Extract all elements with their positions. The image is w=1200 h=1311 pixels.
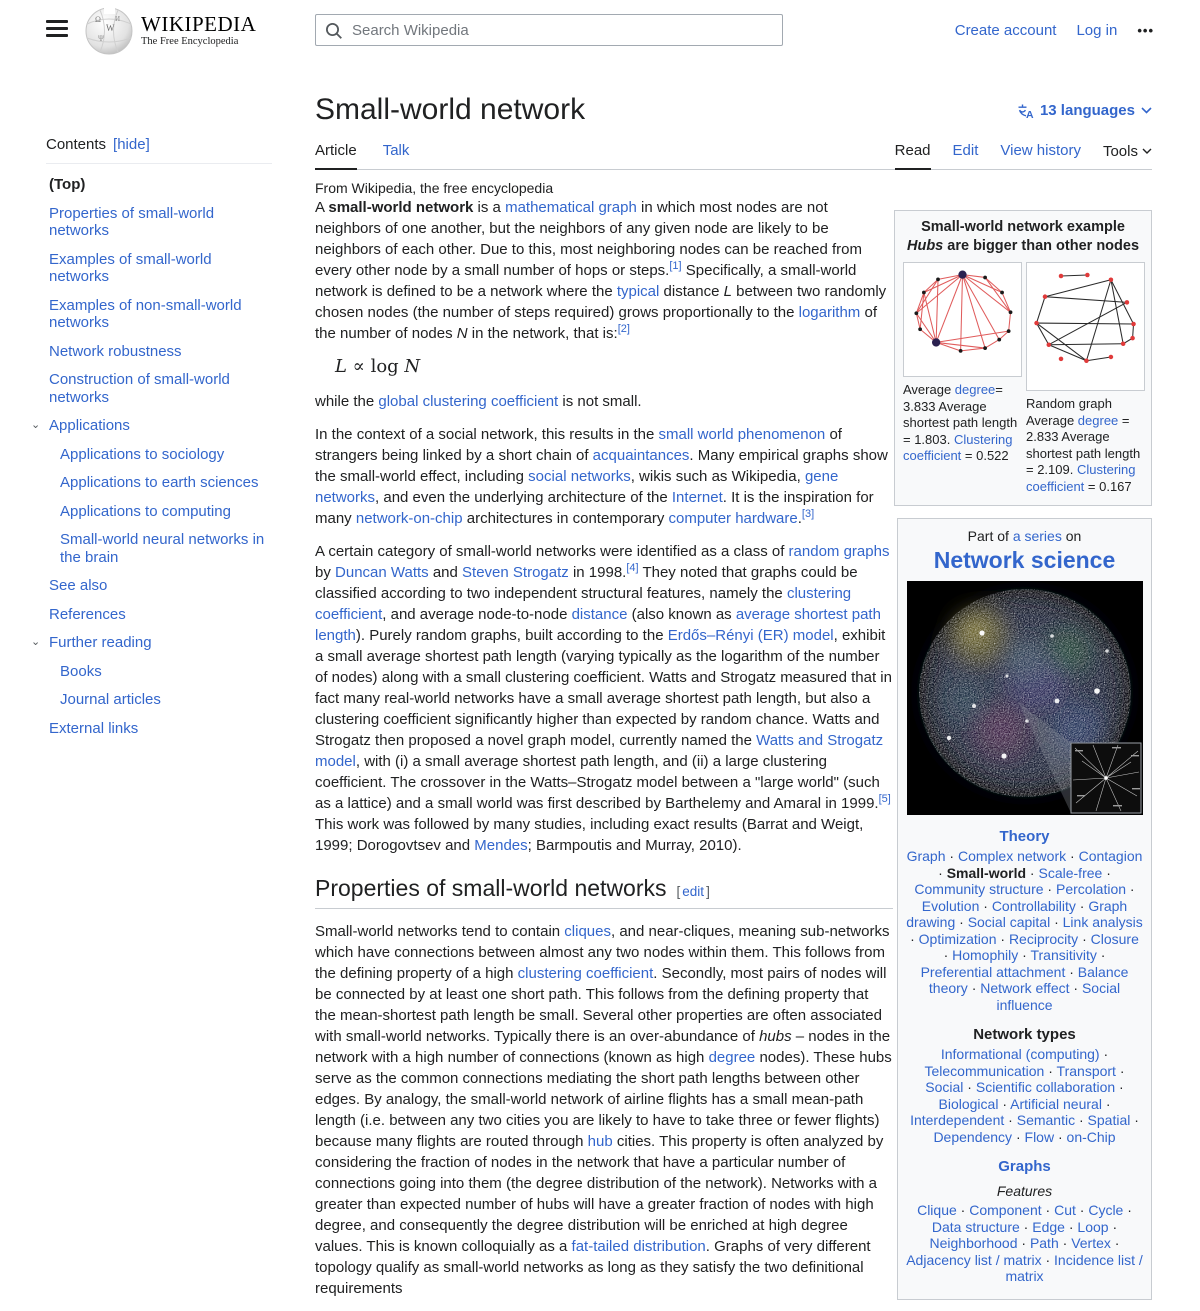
- wiki-link[interactable]: Clustering coefficient: [903, 431, 1013, 463]
- series-topic-link[interactable]: Vertex: [1071, 1235, 1111, 1251]
- wiki-link[interactable]: Watts and Strogatz model: [315, 732, 884, 770]
- wiki-link[interactable]: small world phenomenon: [658, 426, 826, 443]
- example-infobox: [894, 210, 1152, 506]
- network-science-sidebar: [897, 518, 1152, 1300]
- search-input[interactable]: [316, 15, 782, 45]
- wiki-link[interactable]: Steven Strogatz: [462, 564, 569, 581]
- wiki-link[interactable]: acquaintances: [592, 447, 690, 464]
- series-topic-link[interactable]: Controllability: [991, 897, 1076, 914]
- chevron-down-icon: [1142, 148, 1152, 154]
- language-icon: [1017, 103, 1034, 119]
- wiki-link[interactable]: Internet: [671, 489, 723, 506]
- series-link-list: Graph · Complex network · Contagion · Small-world · Scale-free · Community structure · Percolation · Evolution · Controllability · Graph drawing · Social capital · Link analysis · Optimization · Reciprocity · Closure · Homophily · Transitivity · Preferential attachment · Balance theory · Network effect · Social influence: [906, 848, 1143, 1013]
- paragraph: In the context of a social network, this results in the small world phenomenon of strangers being linked by a short chain of acquaintances. Many empirical graphs show the small-world effect, including social networks, wikis such as Wikipedia, gene networks, and even the underlying architecture of the Internet. It is the inspiration for many network-on-chip architectures in contemporary computer hardware.[3]: [315, 426, 888, 527]
- toc-item[interactable]: [46, 720, 272, 738]
- wiki-link[interactable]: cliques: [564, 923, 611, 940]
- languages-label: 13 languages: [1039, 102, 1135, 119]
- series-topic-link[interactable]: Percolation: [1056, 881, 1127, 897]
- wiki-link[interactable]: average shortest path length: [315, 606, 881, 644]
- user-links: [955, 22, 1154, 39]
- series-topic-link[interactable]: Clique: [917, 1202, 957, 1218]
- tab-view-history[interactable]: View history: [1000, 142, 1081, 159]
- paragraph: while the global clustering coefficient is not small.: [315, 393, 642, 410]
- toc-item[interactable]: [57, 503, 272, 521]
- tab-article[interactable]: Article: [315, 142, 357, 170]
- series-sections: [906, 828, 1143, 1285]
- create-account-link[interactable]: Create account: [954, 22, 1057, 39]
- toc-item[interactable]: [46, 606, 272, 624]
- wiki-link[interactable]: distance: [571, 606, 628, 623]
- tab-talk[interactable]: Talk: [382, 142, 410, 159]
- series-link[interactable]: a series: [1012, 528, 1062, 544]
- series-topic-link[interactable]: Social: [925, 1079, 964, 1095]
- toc-link[interactable]: Small-world neural networks in the brain: [60, 531, 265, 566]
- article-header: [315, 90, 1152, 196]
- svg-text:Ω: Ω: [95, 15, 101, 24]
- toc-link[interactable]: Applications: [49, 417, 130, 434]
- svg-text:W: W: [106, 23, 115, 33]
- series-topic-link[interactable]: Link analysis: [1062, 914, 1143, 930]
- series-topic-link[interactable]: Component: [969, 1202, 1042, 1218]
- wiki-link[interactable]: social networks: [528, 468, 631, 485]
- chevron-down-icon[interactable]: ⌄: [31, 419, 41, 431]
- page-title: Small-world network: [315, 93, 586, 126]
- toc-item[interactable]: [57, 446, 272, 464]
- series-topic-link[interactable]: Informational (computing): [940, 1046, 1100, 1062]
- series-topic-link[interactable]: Dependency: [933, 1128, 1013, 1145]
- tab-read[interactable]: Read: [895, 142, 931, 170]
- series-topic-link[interactable]: Interdependent: [910, 1112, 1005, 1128]
- series-topic-link[interactable]: Telecommunication: [924, 1062, 1045, 1079]
- series-link-list: Clique · Component · Cut · Cycle · Data structure · Edge · Loop · Neighborhood · Path · Vertex · Adjacency list / matrix · Incidence list / matrix: [906, 1202, 1143, 1284]
- series-topic-link[interactable]: Community structure: [914, 881, 1044, 897]
- toc-link[interactable]: Applications to computing: [60, 502, 231, 520]
- toc-item[interactable]: [46, 205, 272, 240]
- toc-item-top[interactable]: (Top): [49, 176, 86, 193]
- toc-item[interactable]: [46, 251, 272, 286]
- toc-link[interactable]: Examples of small-world networks: [49, 250, 212, 285]
- reference-link[interactable]: [5]: [878, 793, 891, 805]
- reference-link[interactable]: [3]: [801, 508, 815, 520]
- series-topic-link[interactable]: Biological: [938, 1095, 999, 1112]
- toc-item[interactable]: [46, 343, 272, 361]
- part-of-series: Part of a series on: [967, 528, 1082, 544]
- toc-item[interactable]: [46, 371, 272, 406]
- series-topic-link[interactable]: Evolution: [921, 897, 980, 914]
- series-topic-link[interactable]: Flow: [1024, 1128, 1055, 1145]
- toc-hide-link[interactable]: [hide]: [113, 136, 150, 153]
- series-subheading: Features: [996, 1183, 1053, 1199]
- map-inset: [1071, 743, 1141, 813]
- tools-label: Tools: [1102, 142, 1138, 160]
- series-topic-link[interactable]: Network effect: [980, 980, 1070, 996]
- toc-link[interactable]: See also: [49, 577, 108, 594]
- wiki-link[interactable]: random graphs: [788, 543, 890, 560]
- wiki-link[interactable]: Clustering coefficient: [1026, 462, 1136, 494]
- random-graph-image[interactable]: [1029, 265, 1142, 383]
- internet-map-image[interactable]: [907, 581, 1143, 815]
- formula: L ∝ log N: [335, 356, 421, 377]
- series-topic-link[interactable]: on-Chip: [1066, 1128, 1116, 1145]
- series-section-heading[interactable]: Theory: [999, 828, 1050, 845]
- tab-edit[interactable]: Edit: [952, 142, 979, 159]
- wiki-link[interactable]: degree: [708, 1049, 756, 1066]
- series-section-heading[interactable]: Graphs: [998, 1158, 1051, 1175]
- toc-link[interactable]: References: [49, 605, 126, 623]
- figure-caption: Random graph Average degree = 2.833 Average shortest path length = 2.109. Clustering coefficient = 0.167: [1026, 396, 1141, 494]
- hamburger-menu-icon[interactable]: [46, 20, 68, 40]
- wiki-link[interactable]: network-on-chip: [355, 510, 463, 527]
- series-topic-link[interactable]: Cut: [1054, 1202, 1076, 1218]
- wiki-link[interactable]: mathematical graph: [505, 199, 637, 216]
- series-current-page: Small-world: [946, 864, 1027, 881]
- figure-caption: Average degree= 3.833 Average shortest path length = 1.803. Clustering coefficient = 0.522: [903, 382, 1018, 463]
- site-header: [0, 0, 1200, 62]
- series-topic-link[interactable]: Data structure: [931, 1218, 1020, 1235]
- toc-link[interactable]: Journal articles: [60, 691, 161, 708]
- tab-bar: [315, 142, 1152, 170]
- languages-button[interactable]: [1017, 102, 1152, 119]
- wikipedia-logo[interactable]: [84, 5, 256, 55]
- edit-section: [ edit ]: [676, 884, 710, 899]
- series-topic-link[interactable]: Graph drawing: [906, 897, 1128, 930]
- series-title[interactable]: Network science: [933, 547, 1116, 573]
- search-box[interactable]: [315, 14, 783, 46]
- chevron-down-icon: [1141, 107, 1152, 114]
- wiki-link[interactable]: Duncan Watts: [335, 564, 429, 581]
- series-topic-link[interactable]: Complex network: [957, 848, 1067, 864]
- series-topic-link[interactable]: Scientific collaboration: [975, 1079, 1116, 1095]
- toc-link[interactable]: Properties of small-world networks: [49, 204, 215, 239]
- wikipedia-wordmark: WIKIPEDIA: [141, 12, 257, 36]
- series-topic-link[interactable]: Semantic: [1016, 1112, 1076, 1128]
- svg-text:A: A: [1025, 108, 1034, 119]
- series-topic-link[interactable]: Balance theory: [928, 963, 1129, 996]
- tools-menu[interactable]: [1103, 142, 1152, 169]
- article-body: [315, 197, 893, 1311]
- toc-link[interactable]: Examples of non-small-world networks: [49, 296, 242, 331]
- chevron-down-icon[interactable]: ⌄: [31, 636, 41, 648]
- reference-link[interactable]: [2]: [617, 323, 630, 335]
- wikipedia-tagline: The Free Encyclopedia: [141, 36, 239, 47]
- toc-item[interactable]: [46, 577, 272, 595]
- wiki-link[interactable]: computer hardware: [668, 510, 798, 527]
- series-topic-link[interactable]: Artificial neural: [1010, 1095, 1102, 1112]
- toc-link[interactable]: Further reading: [49, 634, 152, 651]
- reference-link[interactable]: [4]: [626, 562, 639, 574]
- wikipedia-globe-logo: [84, 5, 134, 55]
- svg-text:Ψ: Ψ: [98, 34, 104, 43]
- section-title: Properties of small-world networks: [315, 875, 667, 901]
- site-tagline: From Wikipedia, the free encyclopedia: [315, 180, 554, 196]
- series-topic-link[interactable]: Social influence: [996, 980, 1121, 1013]
- series-topic-link[interactable]: Transport: [1056, 1062, 1116, 1079]
- series-topic-link[interactable]: Closure: [1090, 930, 1139, 947]
- series-topic-link[interactable]: Spatial: [1087, 1112, 1131, 1128]
- toc-link[interactable]: Applications to earth sciences: [60, 474, 259, 491]
- edit-section-link[interactable]: edit: [682, 884, 705, 899]
- wiki-link[interactable]: global clustering coefficient: [378, 393, 559, 410]
- infobox-title: Small-world network example: [921, 219, 1125, 235]
- series-topic-link[interactable]: Cycle: [1088, 1202, 1124, 1218]
- series-topic-link[interactable]: Transitivity: [1030, 947, 1097, 963]
- series-topic-link[interactable]: Preferential attachment: [920, 963, 1066, 980]
- series-topic-link[interactable]: Homophily: [952, 947, 1019, 963]
- series-topic-link[interactable]: Contagion: [1078, 848, 1143, 864]
- toc-link[interactable]: External links: [49, 719, 139, 737]
- toc-item[interactable]: [57, 691, 272, 709]
- toc-item[interactable]: [57, 531, 272, 566]
- series-topic-link[interactable]: Optimization: [918, 930, 997, 947]
- series-topic-link[interactable]: Scale-free: [1038, 864, 1103, 881]
- wiki-link[interactable]: logarithm: [798, 304, 861, 321]
- toc-link[interactable]: Books: [60, 662, 102, 680]
- toc-link[interactable]: Applications to sociology: [60, 445, 225, 463]
- series-topic-link[interactable]: Graph: [906, 848, 946, 864]
- toc-link[interactable]: Construction of small-world networks: [49, 371, 230, 406]
- small-world-graph-image[interactable]: [906, 265, 1019, 369]
- more-options-icon[interactable]: •••: [1137, 23, 1154, 38]
- series-topic-link[interactable]: Social capital: [967, 914, 1051, 930]
- wiki-link[interactable]: fat-tailed distribution: [571, 1238, 706, 1255]
- series-topic-link[interactable]: Adjacency list / matrix: [906, 1251, 1042, 1268]
- series-topic-link[interactable]: Path: [1029, 1235, 1059, 1251]
- random-graph-figure: [1026, 262, 1145, 495]
- small-world-graph-figure: [903, 262, 1022, 465]
- wiki-link[interactable]: degree: [954, 382, 996, 397]
- series-topic-link[interactable]: Neighborhood: [929, 1235, 1018, 1251]
- table-of-contents: [31, 136, 272, 748]
- toc-list: [31, 176, 272, 737]
- paragraph: A certain category of small-world networks were identified as a class of random graphs by Duncan Watts and Steven Strogatz in 1998.[4] They noted that graphs could be classified according to two independent structural features, namely the clustering coefficient, and average node-to-node distance (also known as average shortest path length). Purely random graphs, built according to the Erdős–Rényi (ER) model, exhibit a small average shortest path length (varying typically as the logarithm of the number of nodes) along with a small clustering coefficient. Watts and Strogatz measured that in fact many real-world networks have a small average shortest path length, but also a clustering coefficient significantly higher than expected by random chance. Watts and Strogatz then proposed a novel graph model, currently named the Watts and Strogatz model, with (i) a small average shortest path length, and (ii) a large clustering coefficient. The crossover in the Watts–Strogatz model between a "large world" (such as a lattice) and a small world was first described by Barthelemy and Amaral in 1999.[5] This work was followed by many studies, including exact results (Barrat and Weigt, 1999; Dorogovtsev and Mendes; Barmpoutis and Murray, 2010).: [315, 543, 892, 854]
- paragraph: Small-world networks tend to contain cliques, and near-cliques, meaning sub-networks which have connections between almost any two nodes within them. This follows from the defining property of a high clustering coefficient. Secondly, most pairs of nodes will be connected by at least one short path. This follows from the defining property that the mean-shortest path length be small. Several other properties are often associated with small-world networks. Typically there is an over-abundance of hubs – nodes in the network with a high number of connections (known as high degree nodes). These hubs serve as the common connections mediating the short path lengths between other edges. By analogy, the small-world network of airline flights has a small mean-path length (i.e. between any two cities you are likely to have to take three or fewer flights) because many flights are routed through hub cities. This property is often analyzed by considering the fraction of nodes in the network that have a particular number of connections going into them (the degree distribution of the network). Networks with a greater than expected number of hubs will have a greater fraction of nodes with high degree, and consequently the degree distribution will be enriched at high degree values. This is known colloquially as a fat-tailed distribution. Graphs of very different topology qualify as small-world networks as long as they satisfy the two definitional requirements: [315, 923, 892, 1297]
- wiki-link[interactable]: Mendes: [474, 837, 528, 854]
- series-link-list: Informational (computing) · Telecommunication · Transport · Social · Scientific collaboration · Biological · Artificial neural · Interdependent · Semantic · Spatial · Dependency · Flow · on-Chip: [910, 1046, 1139, 1145]
- toc-item[interactable]: [31, 417, 272, 435]
- infobox-subtitle: Hubs are bigger than other nodes: [906, 238, 1140, 254]
- series-topic-link[interactable]: Loop: [1077, 1218, 1109, 1235]
- wiki-link[interactable]: degree: [1077, 412, 1119, 428]
- wiki-link[interactable]: Erdős–Rényi (ER) model: [667, 627, 834, 644]
- contents-label: Contents: [46, 136, 107, 153]
- section-heading: [315, 875, 893, 909]
- wiki-link[interactable]: typical: [616, 283, 660, 300]
- toc-link[interactable]: Network robustness: [49, 342, 182, 360]
- series-topic-link[interactable]: Edge: [1032, 1218, 1065, 1235]
- paragraph: A small-world network is a mathematical graph in which most nodes are not neighbors of one another, but the neighbors of any given node are likely to be neighbors of each other. Due to this, most neighboring nodes can be reached from every other node by a small number of hops or steps.[1] Specifically, a small-world network is defined to be a network where the typical distance L between two randomly chosen nodes (the number of steps required) grows proportionally to the logarithm of the number of nodes N in the network, that is:[2]: [315, 199, 887, 342]
- toc-item[interactable]: [46, 297, 272, 332]
- toc-item[interactable]: [31, 634, 272, 652]
- svg-text:И: И: [115, 15, 121, 23]
- series-topic-link[interactable]: Reciprocity: [1008, 930, 1079, 947]
- log-in-link[interactable]: Log in: [1076, 22, 1118, 39]
- reference-link[interactable]: [1]: [669, 260, 682, 272]
- wiki-link[interactable]: gene networks: [315, 468, 839, 506]
- wiki-link[interactable]: hub: [587, 1133, 613, 1150]
- series-section-heading: Network types: [973, 1026, 1076, 1043]
- wiki-link[interactable]: clustering coefficient: [517, 965, 654, 982]
- toc-item[interactable]: [57, 474, 272, 492]
- series-topic-link[interactable]: Incidence list / matrix: [1005, 1251, 1143, 1284]
- toc-item[interactable]: [57, 663, 272, 681]
- wiki-link[interactable]: clustering coefficient: [315, 585, 852, 623]
